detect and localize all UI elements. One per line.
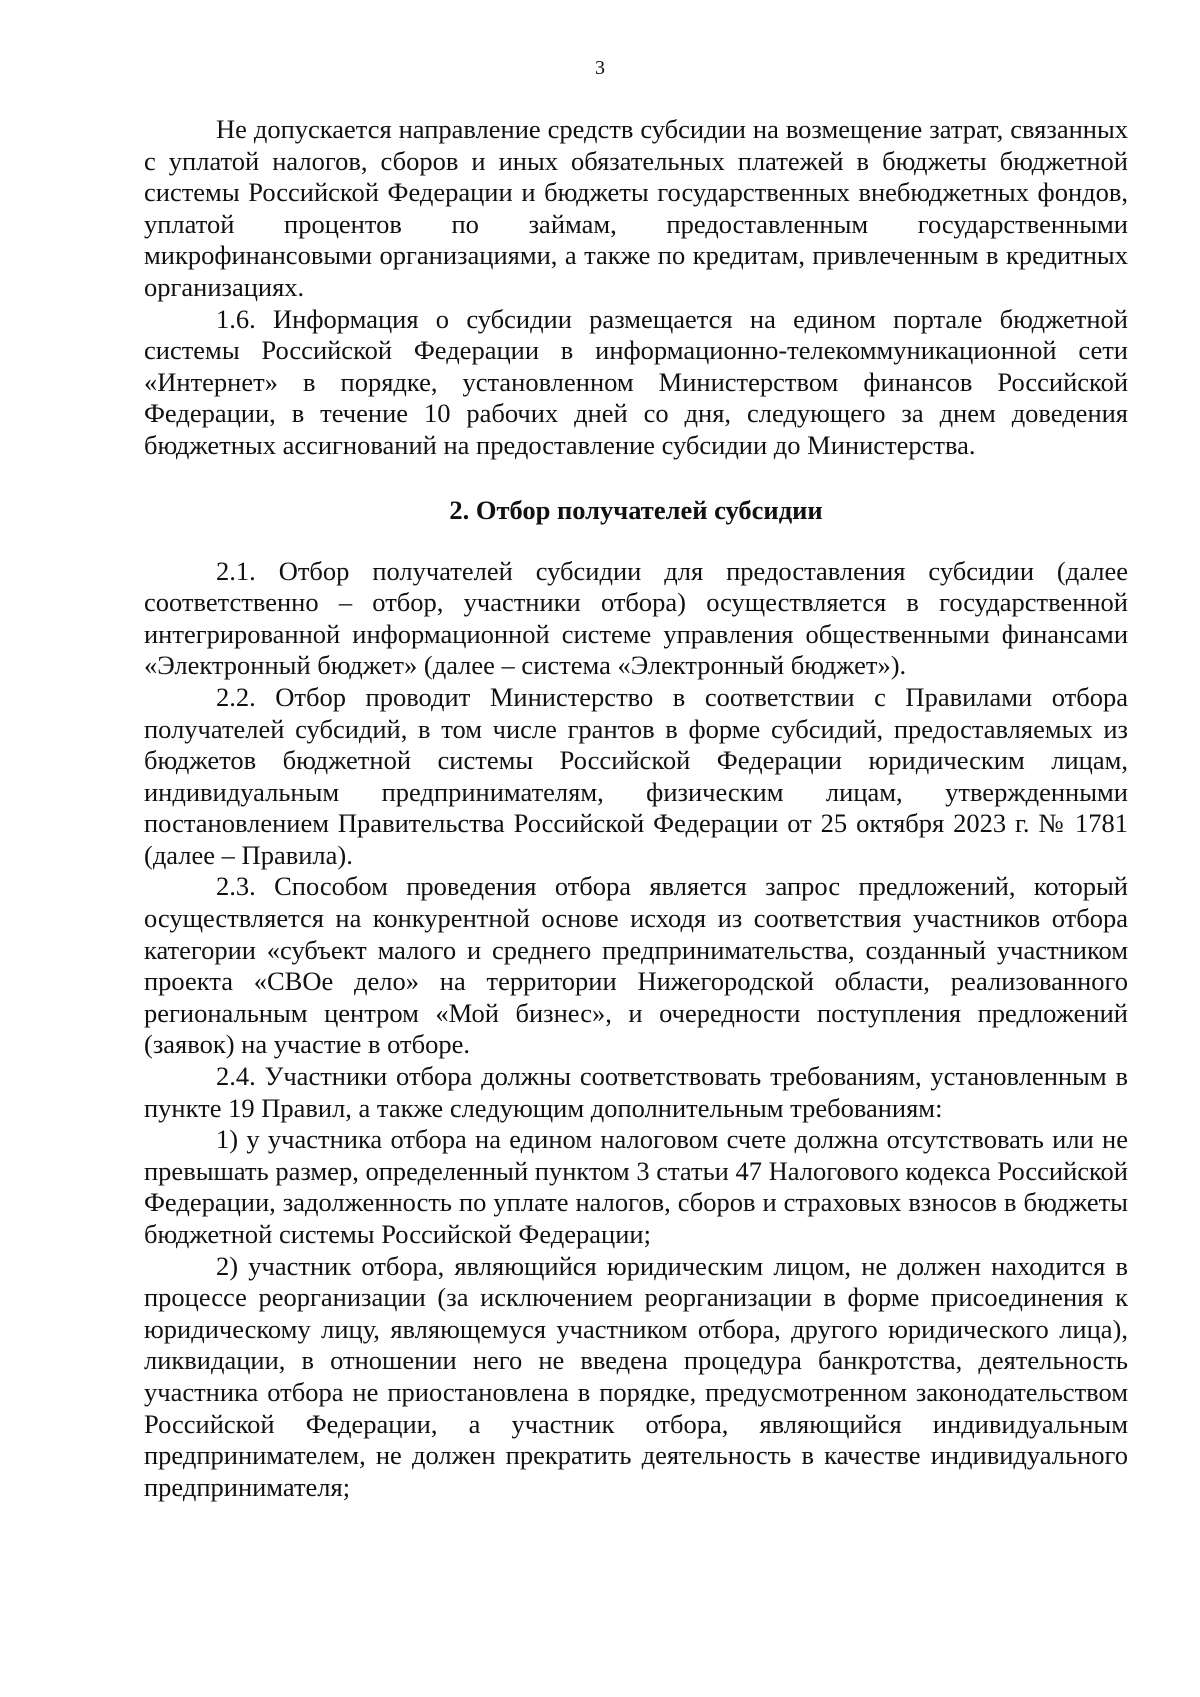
paragraph-subsidy-restrictions: Не допускается направление средств субсидии на возмещение затрат, связанных с уплатой налогов, сборов и иных обязательных платежей в бюджеты бюджетной системы Российской Федерации и бюджеты государственных внебюджетных фондов, уплатой процентов по займам, предоставленным государственными микрофинансовыми организациями, а также по кредитам, привлеченным в кредитных организациях. <box>144 114 1128 302</box>
list-item-requirement-2: 2) участник отбора, являющийся юридическим лицом, не должен находится в процессе реорганизации (за исключением реорганизации в форме присоединения к юридическому лицу, являющемуся участником отбора, другого юридического лица), ликвидации, в отношении него не введена процедура банкротства, деятельность участника отбора не приостановлена в порядке, предусмотренном законодательством Российской Федерации, а участник отбора, являющийся индивидуальным предпринимателем, не должен прекратить деятельность в качестве индивидуального предпринимателя; <box>144 1250 1128 1502</box>
paragraph-2-4: 2.4. Участники отбора должны соответствовать требованиям, установленным в пункте 19 Правил, а также следующим дополнительным требованиям: <box>144 1061 1128 1123</box>
paragraph-1-6-portal-info: 1.6. Информация о субсидии размещается на едином портале бюджетной системы Российской Федерации в информационно-телекоммуникационной сети «Интернет» в порядке, установленном Министерством финансов Российской Федерации, в течение 10 рабочих дней со дня, следующего за днем доведения бюджетных ассигнований на предоставление субсидии до Министерства. <box>144 303 1128 460</box>
paragraph-2-2: 2.2. Отбор проводит Министерство в соответствии с Правилами отбора получателей субсидий, в том числе грантов в форме субсидий, предоставляемых из бюджетов бюджетной системы Российской Федерации юридическим лицам, индивидуальным предпринимателям, физическим лицам, утвержденными постановлением Правительства Российской Федерации от 25 октября 2023 г. № 1781 (далее – Правила). <box>144 681 1128 870</box>
paragraph-2-1: 2.1. Отбор получателей субсидии для предоставления субсидии (далее соответственно – отбор, участники отбора) осуществляется в государственной интегрированной информационной системе управления общественными финансами «Электронный бюджет» (далее – система «Электронный бюджет»). <box>144 555 1128 681</box>
document-body <box>144 114 1128 1503</box>
section-heading: 2. Отбор получателей субсидии <box>449 494 823 525</box>
list-item-requirement-1: 1) у участника отбора на едином налоговом счете должна отсутствовать или не превышать размер, определенный пунктом 3 статьи 47 Налогового кодекса Российской Федерации, задолженность по уплате налогов, сборов и страховых взносов в бюджеты бюджетной системы Российской Федерации; <box>144 1124 1128 1249</box>
page-number: 3 <box>595 57 605 79</box>
paragraph-2-3: 2.3. Способом проведения отбора является запрос предложений, который осуществляется на конкурентной основе исходя из соответствия участников отбора категории «субъект малого и среднего предпринимательства, созданный участником проекта «СВОе дело» на территории Нижегородской области, реализованного региональным центром «Мой бизнес», и очередности поступления предложений (заявок) на участие в отборе. <box>144 871 1128 1060</box>
